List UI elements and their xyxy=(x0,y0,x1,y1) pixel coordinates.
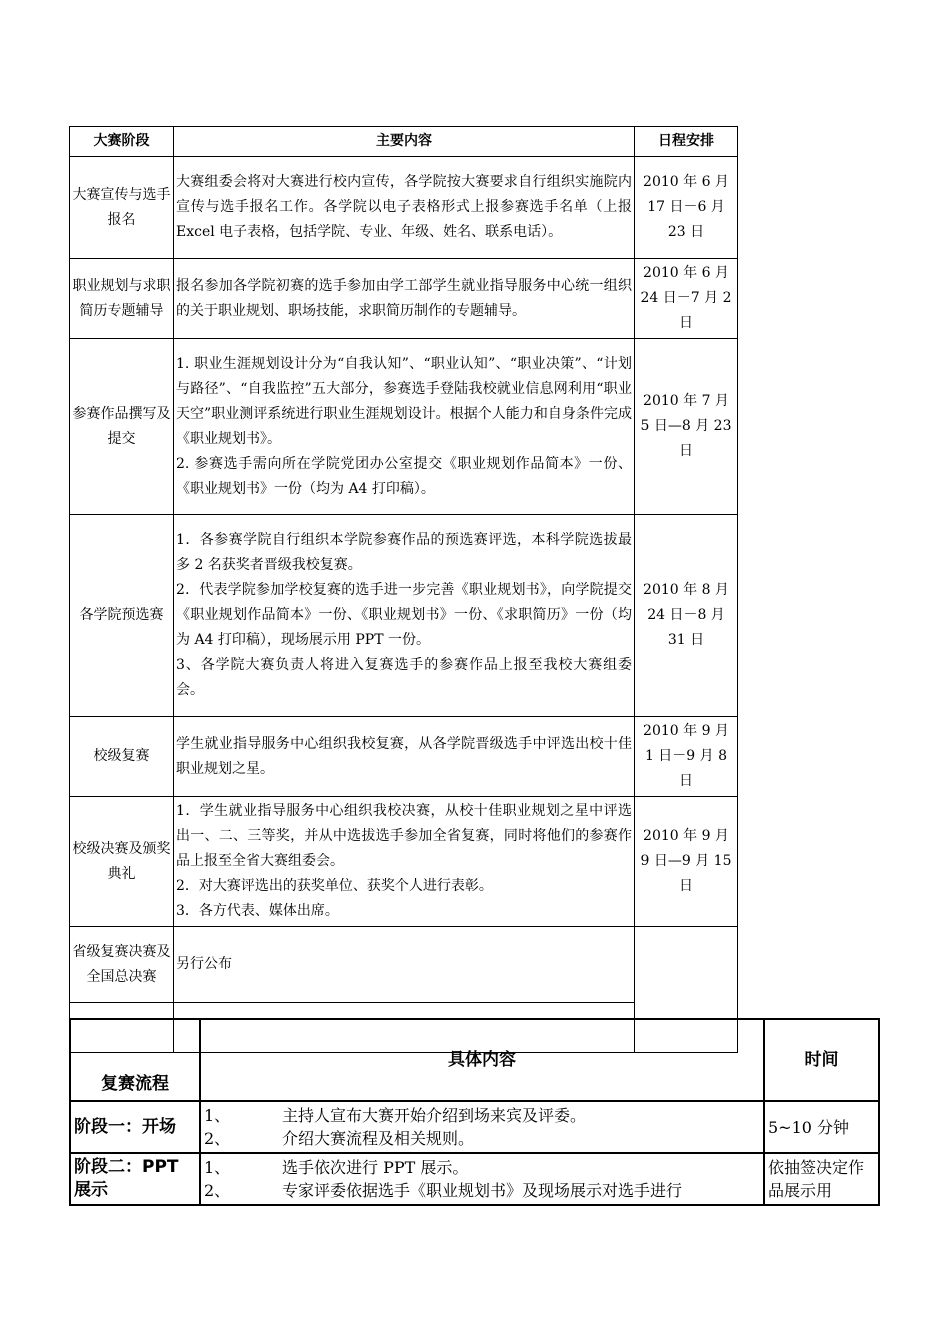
step-item xyxy=(204,1156,760,1179)
step-item xyxy=(204,1127,760,1150)
stage-cell: 省级复赛决赛及全国总决赛 xyxy=(70,927,174,1003)
step-text: 专家评委依据选手《职业规划书》及现场展示对选手进行 xyxy=(282,1181,683,1200)
content-paragraph: 大赛组委会将对大赛进行校内宣传，各学院按大赛要求自行组织实施院内宣传与选手报名工作。各学院以电子表格形式上报参赛选手名单（上报 Excel 电子表格，包括学院、专业、年级、姓名、联系电话）。 xyxy=(176,174,632,240)
step-text: 选手依次进行 PPT 展示。 xyxy=(282,1158,469,1177)
content-paragraph: 2．代表学院参加学校复赛的选手进一步完善《职业规划书》，向学院提交《职业规划作品简本》一份、《职业规划书》一份、《求职简历》一份（均为 A4 打印稿），现场展示用 PPT 一份。 xyxy=(176,582,632,648)
date-cell: 2010 年 9 月 9 日—9 月 15 日 xyxy=(635,797,738,927)
header-stage: 大赛阶段 xyxy=(70,127,174,157)
content-cell xyxy=(174,339,635,515)
schedule-table xyxy=(69,126,738,1053)
date-cell: 2010 年 9 月 1 日－9 月 8 日 xyxy=(635,717,738,797)
content-cell xyxy=(174,157,635,259)
header-content: 主要内容 xyxy=(174,127,635,157)
header-flow: 复赛流程 xyxy=(70,1019,200,1101)
stage-cell: 职业规划与求职简历专题辅导 xyxy=(70,259,174,339)
date-cell: 2010 年 6 月 24 日－7 月 2 日 xyxy=(635,259,738,339)
stage-cell: 各学院预选赛 xyxy=(70,515,174,717)
content-cell xyxy=(174,797,635,927)
steps-cell xyxy=(200,1101,764,1153)
content-paragraph: 2．对大赛评选出的获奖单位、获奖个人进行表彰。 xyxy=(176,878,493,894)
step-number: 2、 xyxy=(204,1181,231,1200)
content-cell xyxy=(174,927,635,1003)
content-paragraph: 3、各学院大赛负责人将进入复赛选手的参赛作品上报至我校大赛组委会。 xyxy=(176,657,632,698)
content-cell xyxy=(174,259,635,339)
content-paragraph: 另行公布 xyxy=(176,956,232,972)
content-paragraph: 1. 职业生涯规划设计分为“自我认知”、“职业认知”、“职业决策”、“计划与路径”、“自我监控”五大部分，参赛选手登陆我校就业信息网利用“职业天空”职业测评系统进行职业生涯规划设计。根据个人能力和自身条件完成《职业规划书》。 xyxy=(176,355,632,447)
stage-cell: 校级复赛 xyxy=(70,717,174,797)
schedule-row xyxy=(70,515,738,717)
time-cell: 依抽签决定作品展示用 xyxy=(764,1153,879,1205)
date-cell: 2010 年 6 月 17 日－6 月 23 日 xyxy=(635,157,738,259)
step-number: 1、 xyxy=(204,1106,231,1125)
phase-cell: 阶段二：PPT 展示 xyxy=(70,1153,200,1205)
stage-cell: 大赛宣传与选手报名 xyxy=(70,157,174,259)
schedule-row xyxy=(70,339,738,515)
header-time: 时间 xyxy=(764,1019,879,1101)
content-paragraph: 1．各参赛学院自行组织本学院参赛作品的预选赛评选，本科学院选拔最多 2 名获奖者晋级我校复赛。 xyxy=(176,532,632,573)
content-paragraph: 报名参加各学院初赛的选手参加由学工部学生就业指导服务中心统一组织的关于职业规划、职场技能，求职简历制作的专题辅导。 xyxy=(176,277,632,319)
flow-row xyxy=(70,1153,879,1205)
stage-cell: 校级决赛及颁奖典礼 xyxy=(70,797,174,927)
step-number: 1、 xyxy=(204,1158,231,1177)
step-text: 主持人宣布大赛开始介绍到场来宾及评委。 xyxy=(282,1106,587,1125)
header-date: 日程安排 xyxy=(635,127,738,157)
schedule-row xyxy=(70,157,738,259)
schedule-row xyxy=(70,797,738,927)
flow-row xyxy=(70,1101,879,1153)
step-number: 2、 xyxy=(204,1129,231,1148)
content-cell xyxy=(174,717,635,797)
content-cell xyxy=(174,515,635,717)
steps-cell xyxy=(200,1153,764,1205)
step-item xyxy=(204,1104,760,1127)
schedule-header-row xyxy=(70,127,738,157)
content-paragraph: 2. 参赛选手需向所在学院党团办公室提交《职业规划作品简本》一份、《职业规划书》一份（均为 A4 打印稿）。 xyxy=(176,455,632,497)
stage-cell: 参赛作品撰写及提交 xyxy=(70,339,174,515)
step-item xyxy=(204,1179,760,1202)
content-paragraph: 学生就业指导服务中心组织我校复赛，从各学院晋级选手中评选出校十佳职业规划之星。 xyxy=(176,735,632,777)
date-cell: 2010 年 7 月 5 日—8 月 23 日 xyxy=(635,339,738,515)
flow-table xyxy=(69,1018,880,1206)
flow-header-row xyxy=(70,1019,879,1101)
date-cell: 2010 年 8 月 24 日－8 月 31 日 xyxy=(635,515,738,717)
content-paragraph: 1．学生就业指导服务中心组织我校决赛，从校十佳职业规划之星中评选出一、二、三等奖，并从中选拔选手参加全省复赛，同时将他们的参赛作品上报至全省大赛组委会。 xyxy=(176,803,632,869)
schedule-row xyxy=(70,259,738,339)
step-text: 介绍大赛流程及相关规则。 xyxy=(282,1129,475,1148)
schedule-row xyxy=(70,717,738,797)
header-detail: 具体内容 xyxy=(200,1019,764,1101)
content-paragraph: 3．各方代表、媒体出席。 xyxy=(176,903,339,919)
phase-cell: 阶段一：开场 xyxy=(70,1101,200,1153)
time-cell: 5~10 分钟 xyxy=(764,1101,879,1153)
schedule-row xyxy=(70,927,738,1003)
